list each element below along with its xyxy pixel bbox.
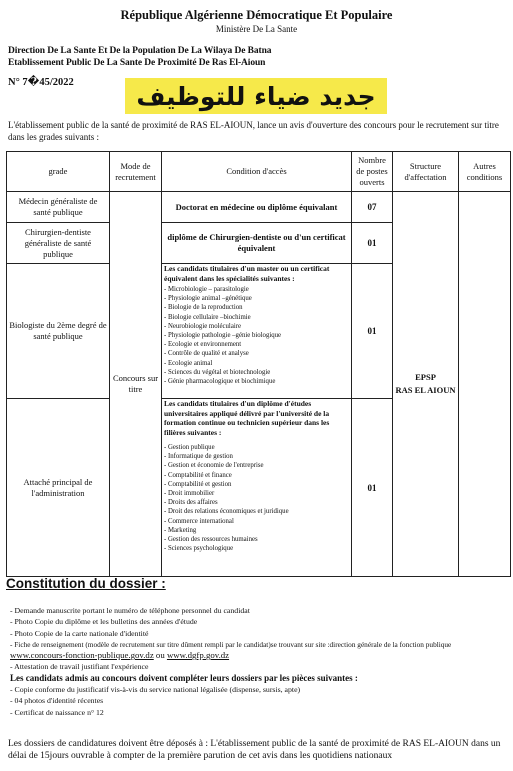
list-item: - Droits des affaires	[164, 498, 349, 507]
direction-line: Direction De La Sante Et De la Population De La Wilaya De Batna	[8, 46, 272, 56]
links-line	[10, 650, 508, 661]
autres-cell	[459, 192, 511, 577]
grade-cell: Attaché principal de l'administration	[7, 399, 110, 577]
condition-text: Les candidats titulaires d'un master ou un certificat équivalent dans les spécialités suivantes :	[164, 264, 330, 283]
specialty-list	[164, 443, 349, 553]
header-mode: Mode de recrutement	[110, 152, 162, 192]
postes-cell: 01	[352, 399, 393, 577]
list-item: - Certificat de naissance n° 12	[10, 707, 104, 717]
list-item: - Attestation de travail justifiant l'expérience	[10, 662, 149, 672]
recruitment-table	[6, 151, 511, 577]
structure-cell	[393, 192, 459, 577]
admitted-title: Les candidats admis au concours doivent compléter leurs dossiers par les pièces suivantes :	[10, 672, 358, 683]
postes-cell: 01	[352, 264, 393, 399]
list-item: - Génie pharmacologique et biochimique	[164, 377, 349, 386]
constitution-title: Constitution du dossier :	[6, 576, 166, 591]
republic-title: République Algérienne Démocratique Et Populaire	[120, 8, 393, 22]
list-item: - Biologie de la reproduction	[164, 303, 349, 312]
specialty-list	[164, 285, 349, 386]
grade-cell: Chirurgien-dentiste généraliste de santé publique	[7, 223, 110, 264]
mode-cell	[110, 192, 162, 577]
header-structure: Structure d'affectation	[393, 152, 459, 192]
structure-location: RAS EL AIOUN	[395, 385, 456, 395]
reference-number: N° 7�45/2022	[8, 77, 74, 88]
link-separator: ou	[153, 650, 167, 661]
condition-text: Les candidats titulaires d'un diplôme d'études universitaires appliqué délivré par l'université de la formation continue ou technicien supérieur dans les filières suivantes :	[164, 399, 330, 437]
header-autres: Autres conditions	[459, 152, 511, 192]
list-item: - 04 photos d'identité récentes	[10, 696, 104, 706]
grade-cell: Médecin généraliste de santé publique	[7, 192, 110, 223]
list-item: - Sciences du végétal et biotechnologie	[164, 368, 349, 377]
table-row	[7, 192, 511, 223]
list-item: - Demande manuscrite portant le numéro de téléphone personnel du candidat	[10, 606, 250, 615]
list-item: - Droit immobilier	[164, 489, 349, 498]
list-item: - Gestion et économie de l'entreprise	[164, 461, 349, 470]
link-concours[interactable]: www.concours-fonction-publique.gov.dz	[10, 650, 154, 661]
list-item: - Marketing	[164, 526, 349, 535]
link-dgfp[interactable]: www.dgfp.gov.dz	[166, 650, 230, 661]
list-item: - Comptabilité et gestion	[164, 480, 349, 489]
table-header-row	[7, 152, 511, 192]
grade-cell: Biologiste du 2ème degré de santé publique	[7, 264, 110, 399]
postes-cell: 01	[352, 223, 393, 264]
list-item: - Microbiologie – parasitologie	[164, 285, 349, 294]
structure-value: EPSP	[415, 372, 436, 382]
list-item: - Sciences psychologique	[164, 544, 349, 553]
watermark-banner: جديد ضياء للتوظيف	[125, 78, 387, 114]
condition-cell	[162, 399, 352, 577]
header-grade: grade	[7, 152, 110, 192]
list-item: - Commerce international	[164, 517, 349, 526]
list-item: - Comptabilité et finance	[164, 471, 349, 480]
list-item: - Biologie cellulaire –biochimie	[164, 313, 349, 322]
list-item: - Physiologie pathologie –génie biologique	[164, 331, 349, 340]
condition-cell: Doctorat en médecine ou diplôme équivalant	[162, 192, 352, 223]
list-item: - Gestion des ressources humaines	[164, 535, 349, 544]
list-item: - Photo Copie du diplôme et les bulletins des années d'étude	[10, 617, 198, 627]
header-condition: Condition d'accès	[162, 152, 352, 192]
list-item: - Physiologie animal –génétique	[164, 294, 349, 303]
intro-paragraph: L'établissement public de la santé de proximité de RAS EL-AIOUN, lance un avis d'ouverture des concours pour le recrutement sur titre dans les grades suivants :	[8, 120, 499, 142]
list-item: - Neurobiologie moléculaire	[164, 322, 349, 331]
list-item: - Copie conforme du justificatif vis-à-vis du service national légalisée (dispense, sursis, apte)	[10, 685, 301, 695]
postes-cell: 07	[352, 192, 393, 223]
ministry-title: Ministère De La Sante	[215, 24, 298, 34]
list-item: - Ecologie animal	[164, 359, 349, 368]
list-item: - Informatique de gestion	[164, 452, 349, 461]
mode-value: Concours sur titre	[112, 373, 159, 394]
list-item: - Ecologie et environnement	[164, 340, 349, 349]
condition-cell: diplôme de Chirurgien-dentiste ou d'un certificat équivalent	[162, 223, 352, 264]
list-item: - Gestion publique	[164, 443, 349, 452]
list-item: - Droit des relations économiques et juridique	[164, 507, 349, 516]
submission-paragraph: Les dossiers de candidatures doivent être déposés à : L'établissement public de la santé de proximité de RAS EL-AIOUN dans un délai de 15jours ouvrable à compter de la première parution de cet avis dans les quotidiens nationaux	[8, 739, 501, 761]
list-item: - Photo Copie de la carte nationale d'identité	[10, 628, 149, 638]
document-list	[10, 605, 508, 718]
header-postes: Nombre de postes ouverts	[352, 152, 393, 192]
list-item: - Contrôle de qualité et analyse	[164, 349, 349, 358]
establishment-line: Etablissement Public De La Sante De Proximité De Ras El-Aioun	[8, 58, 266, 68]
list-item: - Fiche de renseignement (modèle de recrutement sur titre dûment rempli par le candidat)se trouvant sur site :direction générale de la fonction publique	[10, 639, 452, 649]
condition-cell	[162, 264, 352, 399]
